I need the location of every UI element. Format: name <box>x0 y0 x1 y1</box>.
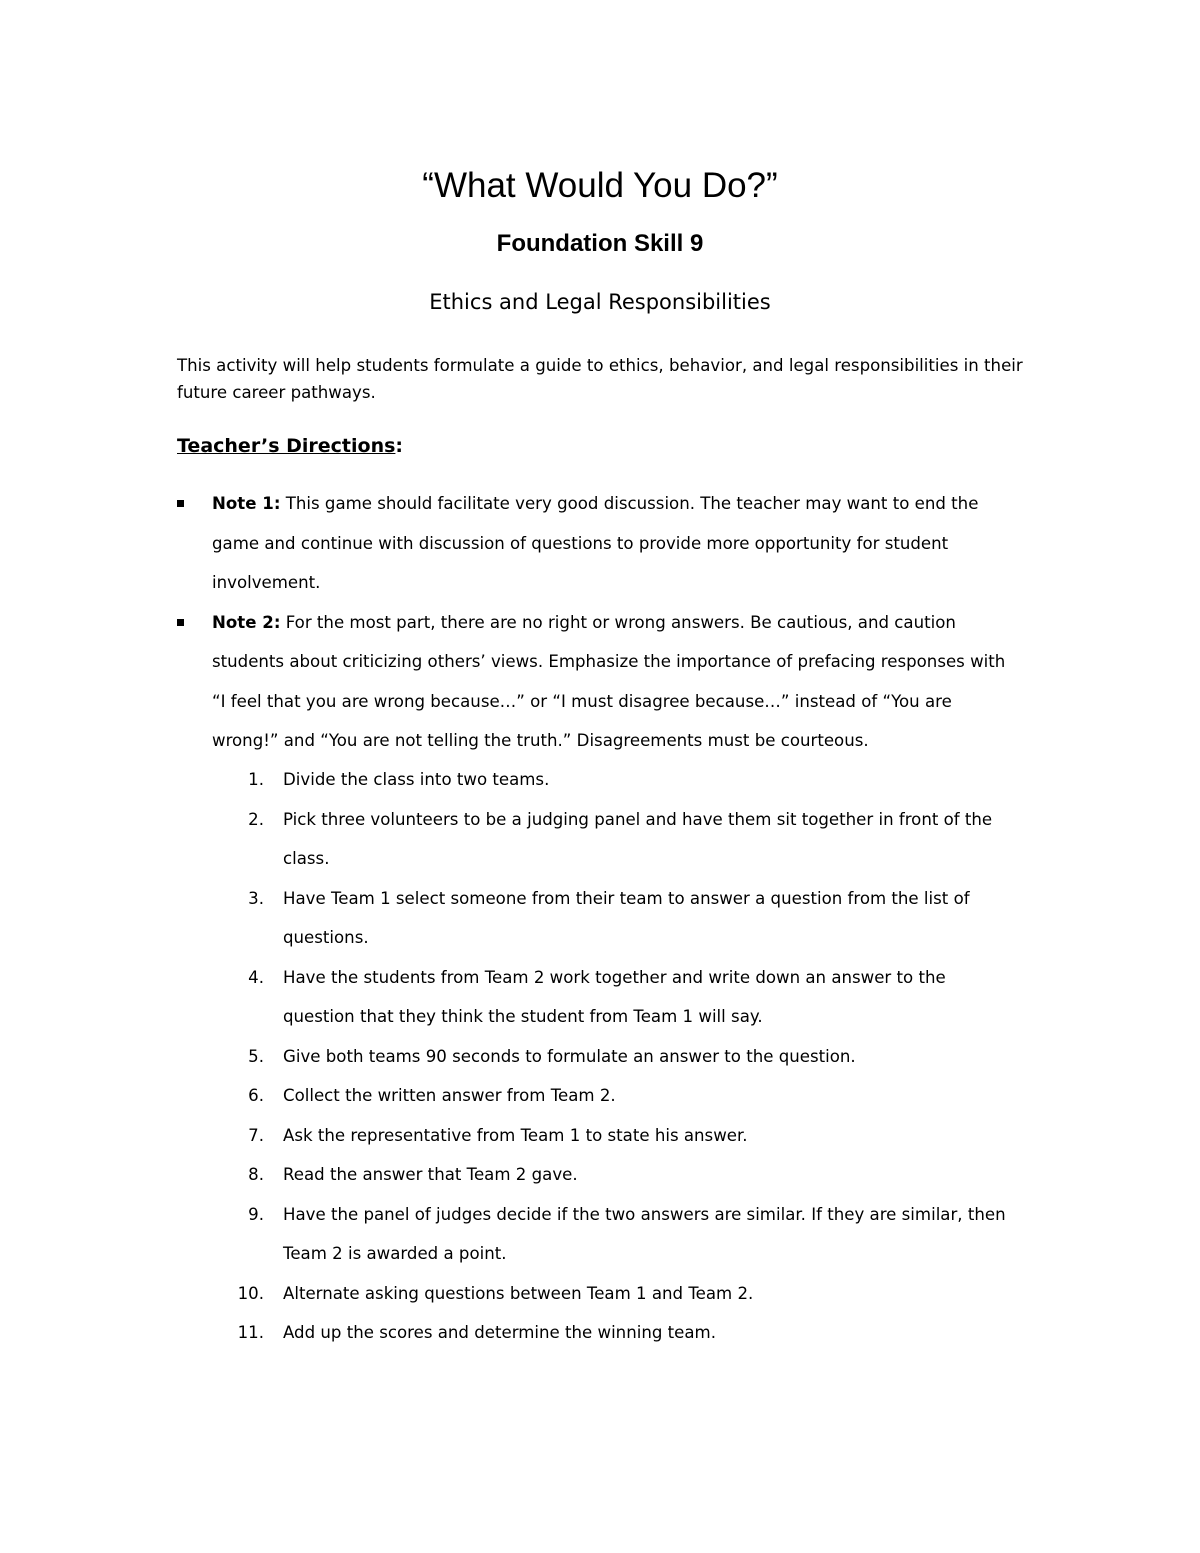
notes-list <box>0 484 1200 761</box>
step-item <box>0 1116 1018 1156</box>
step-number: 1. <box>248 770 264 789</box>
step-item <box>0 1037 1018 1077</box>
note-label-separator: : <box>273 612 281 632</box>
step-text: Collect the written answer from Team 2. <box>283 1086 616 1105</box>
step-number: 10. <box>237 1283 264 1303</box>
square-bullet-icon <box>177 619 184 626</box>
steps-list <box>0 760 1200 1353</box>
step-number: 7. <box>248 1125 264 1145</box>
step-item <box>0 800 1018 879</box>
step-number: 2. <box>248 809 264 829</box>
step-text: Ask the representative from Team 1 to state his answer. <box>283 1125 748 1145</box>
step-text: Add up the scores and determine the winning team. <box>283 1323 716 1342</box>
directions-heading-colon: : <box>395 435 404 457</box>
document-subtitle: Foundation Skill 9 <box>496 230 704 257</box>
note-text: This game should facilitate very good discussion. The teacher may want to end the game and continue with discussion of questions to provide more opportunity for student involvement. <box>212 494 979 592</box>
note-label <box>212 613 280 632</box>
document-title: “What Would You Do?” <box>422 166 778 205</box>
step-text: Alternate asking questions between Team 1 and Team 2. <box>283 1283 754 1303</box>
step-number: 6. <box>248 1086 264 1105</box>
step-number: 5. <box>248 1046 264 1066</box>
step-item <box>0 958 1018 1037</box>
note-label-text: Note 2 <box>212 612 274 632</box>
note-label <box>212 494 280 513</box>
step-number: 11. <box>237 1323 264 1342</box>
note-text: For the most part, there are no right or wrong answers. Be cautious, and caution students about criticizing others’ views. Emphasize the importance of prefacing responses with “I feel that you are wrong because…” or “I must disagree because…” instead of “You are wrong!” and “You are not telling the truth.” Disagreements must be courteous. <box>212 612 1006 750</box>
step-text: Have the students from Team 2 work together and write down an answer to the question that they think the student from Team 1 will say. <box>283 967 946 1026</box>
step-text: Divide the class into two teams. <box>283 770 550 789</box>
step-item <box>0 879 1018 958</box>
step-text: Give both teams 90 seconds to formulate an answer to the question. <box>283 1046 856 1066</box>
step-number: 4. <box>248 967 264 987</box>
step-text: Pick three volunteers to be a judging panel and have them sit together in front of the class. <box>283 809 993 868</box>
step-text: Have the panel of judges decide if the two answers are similar. If they are similar, then Team 2 is awarded a point. <box>283 1204 1006 1263</box>
step-text: Have Team 1 select someone from their team to answer a question from the list of questions. <box>283 888 970 947</box>
step-item <box>0 1155 1018 1195</box>
square-bullet-icon <box>177 500 184 507</box>
step-text: Read the answer that Team 2 gave. <box>283 1165 578 1184</box>
directions-heading <box>177 432 403 460</box>
step-number: 8. <box>248 1165 264 1184</box>
note-label-text: Note 1 <box>212 494 274 513</box>
step-item <box>0 1195 1018 1274</box>
step-item <box>0 1313 1018 1353</box>
document-topic: Ethics and Legal Responsibilities <box>429 290 771 314</box>
note-item <box>0 603 1012 761</box>
note-label-separator: : <box>273 494 281 513</box>
step-number: 9. <box>248 1204 264 1224</box>
note-item <box>0 484 1012 603</box>
directions-heading-text: Teacher’s Directions <box>177 435 396 457</box>
step-number: 3. <box>248 888 264 908</box>
step-item <box>0 1274 1018 1314</box>
intro-paragraph: This activity will help students formulate a guide to ethics, behavior, and legal responsibilities in their future career pathways. <box>177 356 1023 402</box>
step-item <box>0 760 1018 800</box>
step-item <box>0 1076 1018 1116</box>
